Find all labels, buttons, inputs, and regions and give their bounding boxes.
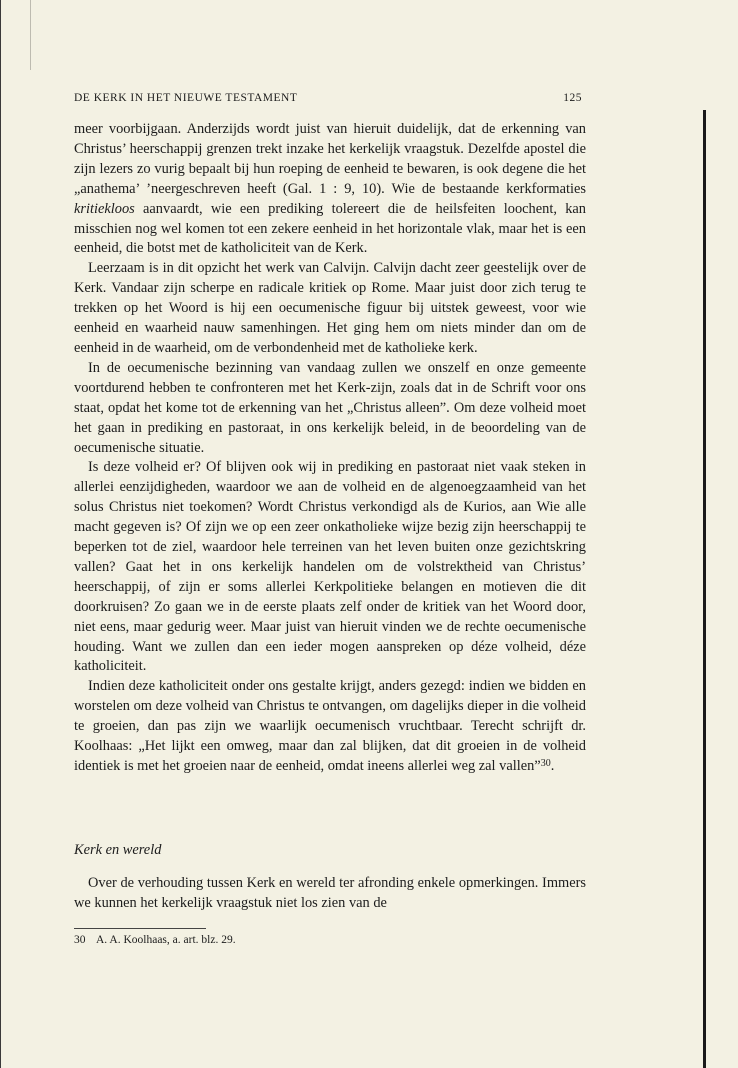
text-run: Leerzaam is in dit opzicht het werk van Calvijn. Calvijn dacht zeer geestelijk over de Kerk. Vandaar zijn scherpe en radicale kritiek op Rome. Maar juist door zich terug te trekken op het Woord is hij een oecumenische figuur bij uitstek geweest, voor wie eenheid en waarheid nauw samenhingen. Het ging hem om niets minder dan om de eenheid in de waarheid, om de verbondenheid met de katholieke kerk. [74,260,586,356]
footnote-text: A. A. Koolhaas, a. art. blz. 29. [96,934,236,946]
footnote [74,934,582,946]
section-text [74,874,586,914]
body-paragraph [74,677,586,777]
footnote-rule [74,928,206,929]
footnote-number: 30 [74,934,86,946]
body-paragraph [74,120,586,259]
body-paragraph [74,359,586,459]
footnote-ref: 30 [540,758,551,769]
scan-left-edge [0,0,1,1068]
scan-top-edge [30,0,31,70]
text-run: meer voorbijgaan. Anderzijds wordt juist van hieruit duidelijk, dat de erkenning van Christus’ heerschappij grenzen trekt inzake het kerkelijk vraagstuk. Dezelfde apostel die zijn lezers zo vurig bepaalt bij hun roeping de eenheid te bewaren, is ook degene die het „anathema’ ’neergeschreven heeft (Gal. 1 : 9, 10). Wie de bestaande kerkformaties [74,121,586,197]
body-paragraph [74,458,586,677]
emphasis: kritiekloos [74,200,135,217]
text-run: Indien deze katholiciteit onder ons gestalte krijgt, anders gezegd: indien we bidden en worstelen om deze volheid van Christus te ontvangen, om dagelijks dieper in die volheid te groeien, dan pas zijn we waarlijk oecumenisch vruchtbaar. Terecht schrijft dr. Koolhaas: „Het lijkt een omweg, maar dan zal blijken, dat dit groeien in de volheid identiek is met het groeien naar de eenheid, omdat ineens allerlei weg zal vallen” [74,678,586,774]
text-run: aanvaardt, wie een prediking tolereert die de heilsfeiten loochent, kan misschien nog wel komen tot een zekere eenheid in het horizontale vlak, maar het is een eenheid, die botst met de katholiciteit van de Kerk. [74,200,586,257]
section-heading: Kerk en wereld [74,842,162,858]
text-run: In de oecumenische bezinning van vandaag zullen we onszelf en onze gemeente voortdurend hebben te confronteren met het Kerk-zijn, zoals dat in de Schrift voor ons staat, opdat het kome tot de erkenning van het „Christus alleen”. Om deze volheid moet het gaan in prediking en pastoraat, in ons kerkelijk beleid, in de beoordeling van de oecumenische situatie. [74,359,586,456]
text-run: Is deze volheid er? Of blijven ook wij in prediking en pastoraat niet vaak steken in allerlei eenzijdigheden, waardoor we aan de volheid en de algenoegzaamheid van het solus Christus niet toekomen? Wordt Christus verkondigd als de Kurios, aan Wie alle macht gegeven is? Of zijn we op een zeer onkatholieke wijze bezig zijn heerschappij te beperken tot de ziel, waardoor hele terreinen van het leven buiten onze gezichtskring vallen? Gaat het in ons kerkelijk handelen om de volstrektheid van Christus’ heerschappij, of zijn er soms allerlei Kerkpolitieke belangen en motieven die dit doorkruisen? Zo gaan we in de eerste plaats zelf onder de kritiek van het Woord door, niet eens, maar gedurig weer. Maar juist van hieruit vinden we de rechte oecumenische houding. Want we zullen dan een ieder mogen aanspreken op déze volheid, déze katholiciteit. [74,459,586,675]
section-paragraph: Over de verhouding tussen Kerk en wereld ter afronding enkele opmerkingen. Immers we kunnen het kerkelijk vraagstuk niet los zien van de [74,875,586,911]
body-paragraph [74,259,586,359]
scan-right-edge [703,110,706,1068]
body-text [74,120,586,777]
running-title: DE KERK IN HET NIEUWE TESTAMENT [74,92,298,104]
page-number: 125 [563,92,582,104]
running-head [74,92,582,108]
text-run: . [550,758,555,774]
